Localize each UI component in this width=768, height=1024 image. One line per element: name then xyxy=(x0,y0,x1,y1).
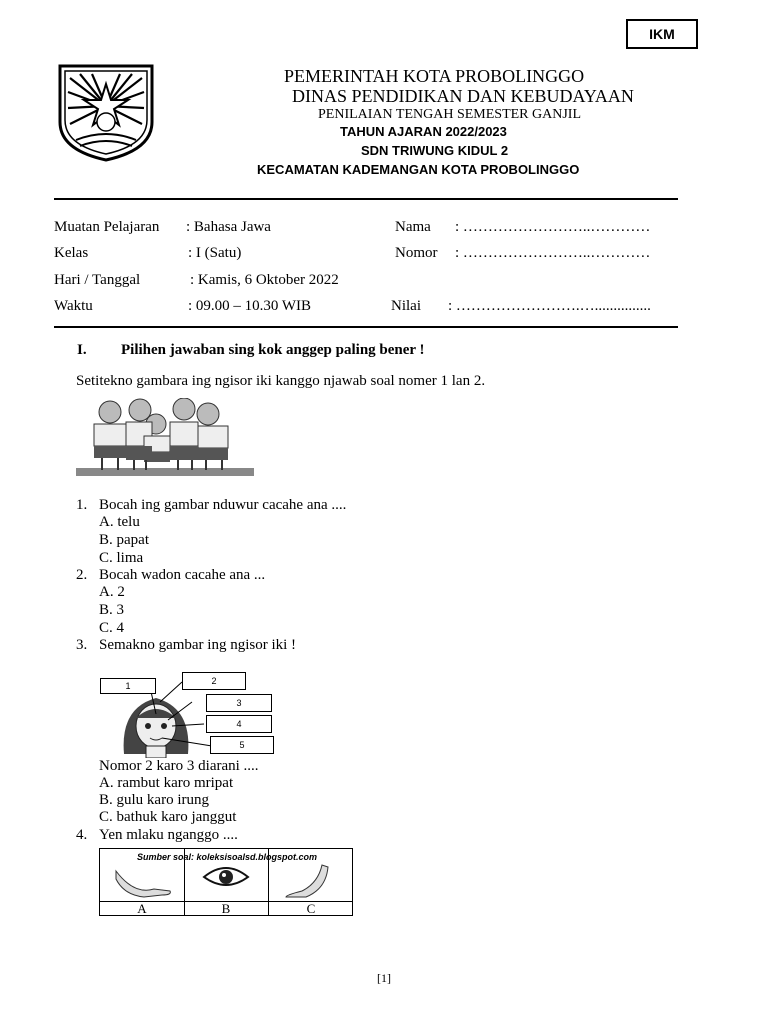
question-2-option-b[interactable]: B. 3 xyxy=(99,602,125,618)
class-value: : I (Satu) xyxy=(188,245,242,261)
section-instruction: Setitekno gambara ing ngisor iki kanggo njawab soal nomer 1 lan 2. xyxy=(76,373,486,389)
diagram-label-4: 4 xyxy=(206,715,272,733)
header-school-year: TAHUN AJARAN 2022/2023 xyxy=(340,124,507,139)
page-number: [1] xyxy=(377,971,391,985)
answer-option-c[interactable]: C xyxy=(306,901,316,916)
question-4-answer-table xyxy=(99,848,353,916)
face-parts-diagram xyxy=(100,672,276,758)
hand-icon xyxy=(114,865,174,899)
eye-icon xyxy=(202,863,250,891)
section-number: I. xyxy=(77,342,87,358)
subject-label: Muatan Pelajaran xyxy=(54,219,160,235)
question-2-option-a[interactable]: A. 2 xyxy=(99,584,125,600)
subject-value: : Bahasa Jawa xyxy=(186,219,271,235)
diagram-label-2: 2 xyxy=(182,672,246,690)
header-department: DINAS PENDIDIKAN DAN KEBUDAYAAN xyxy=(292,86,634,106)
question-2-number: 2. xyxy=(76,567,88,583)
diagram-label-1: 1 xyxy=(100,678,156,694)
answer-images-row xyxy=(100,849,352,902)
header-government: PEMERINTAH KOTA PROBOLINGGO xyxy=(284,66,585,86)
answer-option-a[interactable]: A xyxy=(137,901,147,916)
diagram-label-3: 3 xyxy=(206,694,272,712)
header-school-name: SDN TRIWUNG KIDUL 2 xyxy=(361,143,509,158)
question-3-option-a[interactable]: A. rambut karo mripat xyxy=(99,775,234,791)
header-district: KECAMATAN KADEMANGAN KOTA PROBOLINGGO xyxy=(257,162,580,177)
score-field[interactable]: : …………………….…............... xyxy=(448,298,651,314)
question-1-option-c[interactable]: C. lima xyxy=(99,550,144,566)
number-field[interactable]: : ……………………..………… xyxy=(455,245,651,261)
question-1-number: 1. xyxy=(76,497,88,513)
question-3-text: Semakno gambar ing ngisor iki ! xyxy=(99,637,297,653)
header-assessment: PENILAIAN TENGAH SEMESTER GANJIL xyxy=(318,107,582,122)
time-label: Waktu xyxy=(54,298,93,314)
number-label: Nomor xyxy=(395,245,438,261)
date-value: : Kamis, 6 Oktober 2022 xyxy=(190,272,339,288)
time-value: : 09.00 – 10.30 WIB xyxy=(188,298,312,314)
question-1-option-a[interactable]: A. telu xyxy=(99,514,140,530)
question-3-option-b[interactable]: B. gulu karo irung xyxy=(99,792,209,808)
section-title: Pilihen jawaban sing kok anggep paling bener ! xyxy=(121,342,425,358)
foot-icon xyxy=(282,863,332,899)
ikm-badge: IKM xyxy=(626,19,698,49)
question-3-number: 3. xyxy=(76,637,88,653)
divider-bottom xyxy=(54,326,678,328)
question-1-option-b[interactable]: B. papat xyxy=(99,532,149,548)
answer-option-b[interactable]: B xyxy=(221,901,231,916)
source-watermark: Sumber soal: koleksisoalsd.blogspot.com xyxy=(136,852,318,862)
class-label: Kelas xyxy=(54,245,89,261)
diagram-label-5: 5 xyxy=(210,736,274,754)
name-field[interactable]: : ……………………..………… xyxy=(455,219,651,235)
divider-top xyxy=(54,198,678,200)
name-label: Nama xyxy=(395,219,431,235)
question-4-text: Yen mlaku nganggo .... xyxy=(99,827,238,843)
question-4-number: 4. xyxy=(76,827,88,843)
question-2-text: Bocah wadon cacahe ana ... xyxy=(99,567,266,583)
question-2-option-c[interactable]: C. 4 xyxy=(99,620,125,636)
students-illustration xyxy=(76,398,254,478)
score-label: Nilai xyxy=(391,298,421,314)
question-3-subtext: Nomor 2 karo 3 diarani .... xyxy=(99,758,259,774)
city-emblem-logo xyxy=(56,62,156,162)
question-3-option-c[interactable]: C. bathuk karo janggut xyxy=(99,809,237,825)
date-label: Hari / Tanggal xyxy=(54,272,141,288)
question-1-text: Bocah ing gambar nduwur cacahe ana .... xyxy=(99,497,347,513)
